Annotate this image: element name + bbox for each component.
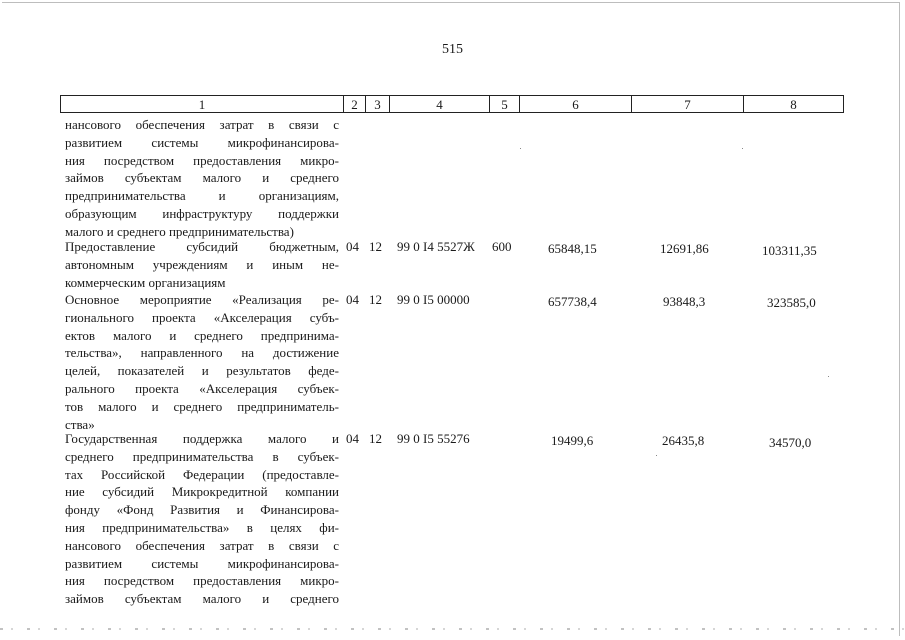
cell-col7: 26435,8 (662, 433, 705, 448)
row-text-line: автономным учреждениям и иным не- (65, 256, 339, 272)
page-number: 515 (442, 42, 463, 57)
cell-col7: 12691,86 (660, 241, 709, 256)
row-text-line: Государственная поддержка малого и (65, 431, 339, 446)
cell-col6: 19499,6 (551, 433, 594, 448)
scan-speck (828, 376, 829, 377)
header-cell-1: 1 (60, 95, 343, 113)
cell-col6: 657738,4 (548, 294, 597, 309)
scan-speck (520, 148, 521, 149)
header-cell-2: 2 (343, 95, 365, 113)
cell-target-article: 99 0 I5 55276 (397, 431, 470, 446)
scan-speck (742, 148, 743, 149)
row-text-line: нансового обеспечения затрат в связи с (65, 537, 339, 553)
row-text-line: тельства», направленного на достижение (65, 345, 339, 361)
cell-section: 04 (346, 292, 359, 307)
cell-col6: 65848,15 (548, 241, 597, 256)
row-text-line: ния предпринимательства» в целях фи- (65, 519, 339, 535)
row-text-line: рального проекта «Акселерация субъек- (65, 380, 339, 396)
row-text-line: образующим инфраструктуру поддержки (65, 205, 339, 221)
table-row (65, 430, 339, 608)
row-text-line: среднего предпринимательства в субъек- (65, 448, 339, 464)
row-text-line: ства» (65, 416, 95, 432)
row-text-line: коммерческим организациям (65, 274, 226, 290)
row-text-line: малого и среднего предпринимательства) (65, 223, 294, 239)
header-cell-4: 4 (389, 95, 489, 113)
row-text-line: тов малого и среднего предприниматель- (65, 398, 339, 414)
row-text-line: займов субъектам малого и среднего (65, 591, 339, 607)
cell-col7: 93848,3 (663, 294, 706, 309)
cell-col8: 34570,0 (769, 435, 812, 450)
row-text-line: ектов малого и среднего предпринима- (65, 327, 339, 343)
cell-subsection: 12 (369, 431, 382, 446)
row-text-line: займов субъектам малого и среднего (65, 170, 339, 186)
row-text-line: тах Российской Федерации (предоставле- (65, 466, 339, 482)
row-text-line: развитием системы микрофинансирова- (65, 555, 339, 571)
row-text-line: Предоставление субсидий бюджетным, (65, 239, 339, 254)
row-text-line: предпринимательства и организациям, (65, 188, 339, 204)
cell-subsection: 12 (369, 292, 382, 307)
table-row (65, 238, 339, 291)
cell-subsection: 12 (369, 239, 382, 254)
header-cell-7: 7 (631, 95, 743, 113)
cell-section: 04 (346, 239, 359, 254)
row-text-line: ние субсидий Микрокредитной компании (65, 484, 339, 500)
cell-section: 04 (346, 431, 359, 446)
cell-target-article: 99 0 I5 00000 (397, 292, 470, 307)
scan-noise (0, 628, 905, 630)
row-text-line: развитием системы микрофинансирова- (65, 134, 339, 150)
table-row (65, 291, 339, 433)
row-text-line: ния посредством предоставления микро- (65, 573, 339, 589)
header-cell-6: 6 (519, 95, 631, 113)
table-row (65, 116, 339, 241)
cell-expense-type: 600 (492, 239, 512, 254)
header-cell-8: 8 (743, 95, 844, 113)
row-text-line: гионального проекта «Акселерация субъ- (65, 309, 339, 325)
cell-target-article: 99 0 I4 5527Ж (397, 239, 475, 254)
cell-col8: 103311,35 (762, 243, 817, 258)
header-cell-3: 3 (365, 95, 389, 113)
header-cell-5: 5 (489, 95, 519, 113)
row-text-line: ния посредством предоставления микро- (65, 152, 339, 168)
row-text-line: Основное мероприятие «Реализация ре- (65, 292, 339, 307)
row-text-line: фонду «Фонд Развития и Финансирова- (65, 502, 339, 518)
row-text-line: целей, показателей и результатов феде- (65, 363, 339, 379)
cell-col8: 323585,0 (767, 295, 816, 310)
scan-speck (656, 455, 657, 456)
row-text-line: нансового обеспечения затрат в связи с (65, 117, 339, 132)
